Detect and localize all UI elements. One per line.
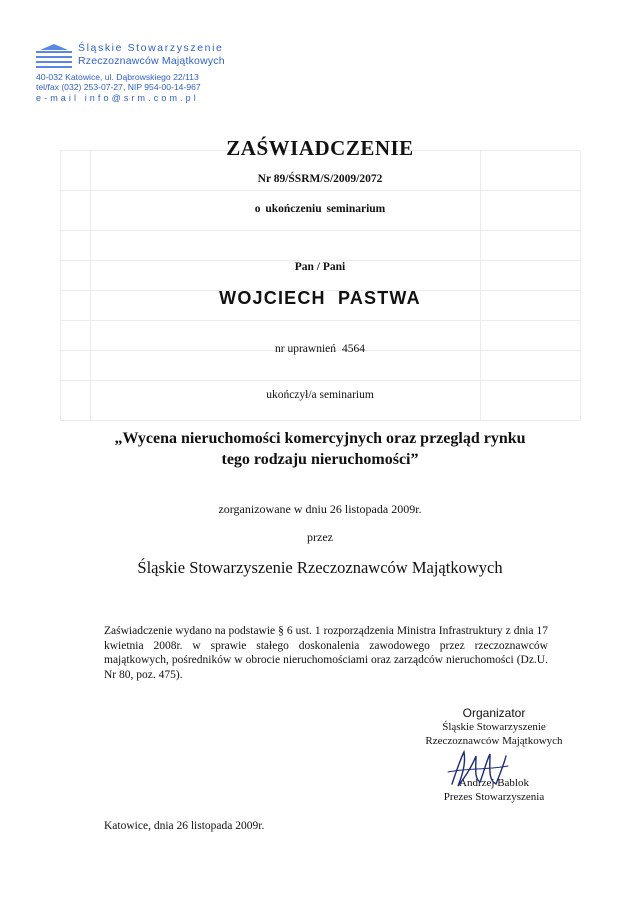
completed-text: ukończył/a seminarium: [266, 389, 374, 401]
legal-basis-paragraph: Zaświadczenie wydano na podstawie § 6 ust. 1 rozporządzenia Ministra Infrastruktury z dnia 17 kwietnia 2008r. w sprawie stałego doskonalenia zawodowego przez rzeczoznawców majątkowych, pośredników w obrocie nieruchomościami oraz zarządców nieruchomości (Dz.U. Nr 80, poz. 475).: [104, 625, 548, 681]
licence-line: [0, 343, 640, 355]
licence-label: nr uprawnień: [275, 343, 336, 355]
signature-org-line1: Śląskie Stowarzyszenie: [442, 721, 546, 733]
person-name: WOJCIECH PASTWA: [219, 288, 421, 308]
document-title: ZAŚWIADCZENIE: [226, 136, 414, 160]
signature-heading: Organizator: [462, 706, 526, 720]
organizer-name: Śląskie Stowarzyszenie Rzeczoznawców Majątkowych: [137, 558, 503, 577]
letterhead-name-line1: Śląskie Stowarzyszenie: [78, 42, 224, 54]
seminar-title-line2: tego rodzaju nieruchomości”: [221, 451, 419, 468]
letterhead-telfax: tel/fax (032) 253-07-27, NIP 954-00-14-967: [36, 82, 201, 92]
salutation: Pan / Pani: [294, 261, 346, 273]
certificate-subject: o ukończeniu seminarium: [254, 203, 386, 215]
association-logo-icon: [36, 44, 72, 70]
signature-org-line2: Rzeczoznawców Majątkowych: [425, 735, 563, 747]
by-text: przez: [307, 530, 333, 544]
signer-title: Prezes Stowarzyszenia: [443, 791, 545, 803]
place-and-date: Katowice, dnia 26 listopada 2009r.: [104, 820, 265, 832]
handwritten-signature-icon: [446, 742, 516, 792]
letterhead-name-line2: Rzeczoznawców Majątkowych: [78, 55, 225, 67]
certificate-number: Nr 89/ŚSRM/S/2009/2072: [257, 173, 383, 185]
signer-name: Andrzej Bablok: [459, 777, 529, 789]
seminar-title-line1: „Wycena nieruchomości komercyjnych oraz przegląd rynku: [114, 430, 526, 447]
letterhead-email: e-mail info@srm.com.pl: [36, 93, 199, 103]
organized-date-text: zorganizowane w dniu 26 listopada 2009r.: [218, 502, 422, 516]
licence-number: 4564: [342, 343, 365, 355]
letterhead-address: 40-032 Katowice, ul. Dąbrowskiego 22/113: [36, 72, 199, 82]
